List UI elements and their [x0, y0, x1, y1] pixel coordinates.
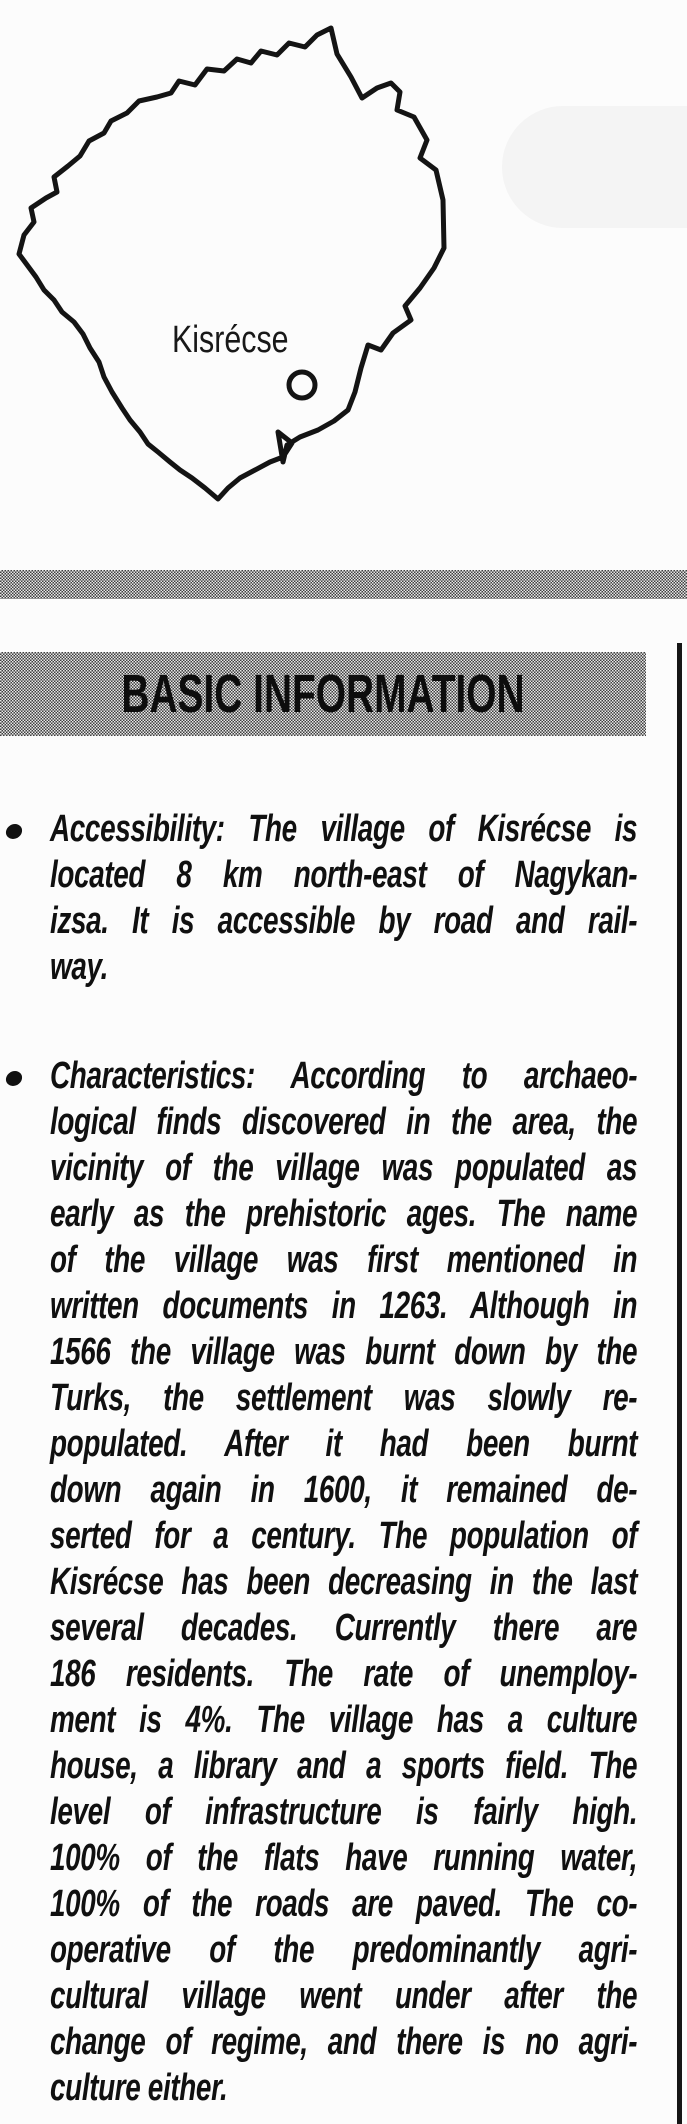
text-line: several decades. Currently there are — [50, 1607, 638, 1649]
county-map — [0, 0, 460, 515]
text-line: down again in 1600, it remained de- — [50, 1469, 638, 1511]
column-separator — [677, 643, 682, 2124]
page-bleed-artifact — [502, 106, 687, 228]
halftone-divider — [0, 570, 687, 599]
text-line: change of regime, and there is no agri- — [50, 2021, 638, 2063]
text-line: way. — [50, 946, 108, 988]
text-line: of the village was first mentioned in — [50, 1239, 638, 1281]
text-line: 100% of the flats have running water, — [50, 1837, 638, 1879]
text-line: ment is 4%. The village has a culture — [50, 1699, 638, 1741]
text-line: vicinity of the village was populated as — [50, 1147, 638, 1189]
text-line: 1566 the village was burnt down by the — [50, 1331, 638, 1373]
bullet-icon — [5, 824, 23, 839]
text-line: populated. After it had been burnt — [50, 1423, 638, 1465]
text-line: culture either. — [50, 2067, 228, 2109]
text-line: logical finds discovered in the area, the — [50, 1101, 638, 1143]
text-line: early as the prehistoric ages. The name — [50, 1193, 638, 1235]
text-line: cultural village went under after the — [50, 1975, 638, 2017]
text-line: Characteristics: According to archaeo- — [50, 1055, 638, 1097]
text-line: located 8 km north-east of Nagykan- — [50, 854, 638, 896]
text-line: 100% of the roads are paved. The co- — [50, 1883, 638, 1925]
map-label: Kisrécse — [172, 319, 289, 361]
village-marker-icon — [289, 372, 315, 398]
text-line: Accessibility: The village of Kisrécse is — [50, 808, 638, 850]
text-line: written documents in 1263. Although in — [50, 1285, 638, 1327]
section-header — [0, 652, 646, 736]
text-line: house, a library and a sports field. The — [50, 1745, 638, 1787]
text-line: izsa. It is accessible by road and rail- — [50, 900, 638, 942]
text-line: Kisrécse has been decreasing in the last — [50, 1561, 638, 1603]
bullet-item-accessibility — [50, 806, 637, 990]
bullet-icon — [5, 1071, 23, 1086]
text-line: level of infrastructure is fairly high. — [50, 1791, 638, 1833]
county-outline — [19, 28, 444, 499]
bullet-item-characteristics — [50, 1053, 637, 2111]
text-line: serted for a century. The population of — [50, 1515, 638, 1557]
text-line: operative of the predominantly agri- — [50, 1929, 638, 1971]
text-line: Turks, the settlement was slowly re- — [50, 1377, 638, 1419]
text-line: 186 residents. The rate of unemploy- — [50, 1653, 638, 1695]
section-title: BASIC INFORMATION — [121, 664, 525, 724]
